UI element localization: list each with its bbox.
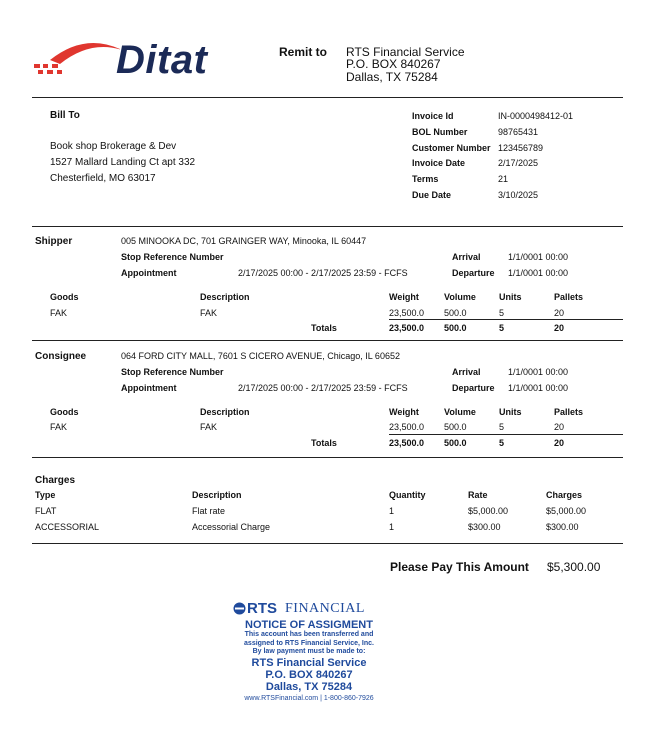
shipper-totals-volume: 500.0 xyxy=(444,323,467,333)
consignee-description-cell: FAK xyxy=(200,422,218,432)
shipper-totals-label: Totals xyxy=(311,323,337,333)
shipper-units-header: Units xyxy=(499,292,522,302)
charges-rate-header: Rate xyxy=(468,490,488,500)
remit-label: Remit to xyxy=(279,45,327,59)
shipper-description-header: Description xyxy=(200,292,250,302)
header-divider xyxy=(32,97,623,98)
shipper-arrival-label: Arrival xyxy=(452,252,481,262)
shipper-totals-pallets: 20 xyxy=(554,323,565,333)
consignee-volume-header: Volume xyxy=(444,407,476,417)
consignee-goods-header: Goods xyxy=(50,407,79,417)
shipper-volume-cell: 500.0 xyxy=(444,308,467,318)
remit-line-3: Dallas, TX 75284 xyxy=(346,70,438,84)
charge-row-1-rate: $5,000.00 xyxy=(468,506,509,516)
consignee-appointment-label: Appointment xyxy=(121,383,177,393)
rts-circle-icon xyxy=(233,602,246,615)
invoice-date-value: 2/17/2025 xyxy=(498,158,539,168)
consignee-pallets-cell: 20 xyxy=(554,422,565,432)
pay-amount-value: $5,300.00 xyxy=(547,560,601,574)
customer-number-label: Customer Number xyxy=(412,143,491,153)
shipper-description-cell: FAK xyxy=(200,308,218,318)
consignee-weight-cell: 23,500.0 xyxy=(389,422,425,432)
invoice-date-label: Invoice Date xyxy=(412,158,466,168)
shipper-address: 005 MINOOKA DC, 701 GRAINGER WAY, Minooka, IL 60447 xyxy=(121,236,367,246)
charge-row-2-description: Accessorial Charge xyxy=(192,522,271,532)
consignee-totals-pallets: 20 xyxy=(554,438,565,448)
consignee-totals-volume: 500.0 xyxy=(444,438,467,448)
charges-quantity-header: Quantity xyxy=(389,490,426,500)
bill-to-line-1: Book shop Brokerage & Dev xyxy=(50,141,177,152)
consignee-totals-units: 5 xyxy=(499,438,505,448)
notice-line-1: This account has been transferred and xyxy=(244,631,374,638)
terms-value: 21 xyxy=(498,174,509,184)
consignee-arrival-value: 1/1/0001 00:00 xyxy=(508,367,569,377)
bill-to-line-2: 1527 Mallard Landing Ct apt 332 xyxy=(50,157,196,168)
shipper-goods-header: Goods xyxy=(50,292,79,302)
consignee-appointment-value: 2/17/2025 00:00 - 2/17/2025 23:59 - FCFS xyxy=(238,383,408,393)
notice-line-3: By law payment must be made to: xyxy=(252,648,366,655)
shipper-stop-ref-label: Stop Reference Number xyxy=(121,252,224,262)
shipper-departure-label: Departure xyxy=(452,268,495,278)
charges-divider xyxy=(32,543,623,544)
bill-to-line-3: Chesterfield, MO 63017 xyxy=(50,173,156,184)
shipper-arrival-value: 1/1/0001 00:00 xyxy=(508,252,569,262)
consignee-address: 064 FORD CITY MALL, 7601 S CICERO AVENUE, Chicago, IL 60652 xyxy=(121,351,400,361)
shipper-weight-header: Weight xyxy=(389,292,419,302)
charge-row-1-type: FLAT xyxy=(35,506,57,516)
charge-row-1-quantity: 1 xyxy=(389,506,395,516)
shipper-units-cell: 5 xyxy=(499,308,505,318)
shipper-totals-rule xyxy=(389,319,623,320)
charge-row-2-type: ACCESSORIAL xyxy=(35,522,100,532)
due-date-label: Due Date xyxy=(412,190,452,200)
shipper-appointment-label: Appointment xyxy=(121,268,177,278)
consignee-totals-rule xyxy=(389,434,623,435)
consignee-description-header: Description xyxy=(200,407,250,417)
notice-block xyxy=(209,619,409,704)
shipper-totals-units: 5 xyxy=(499,323,505,333)
remit-line-2: P.O. BOX 840267 xyxy=(346,57,441,71)
charge-row-2-charges: $300.00 xyxy=(546,522,579,532)
charge-row-1-description: Flat rate xyxy=(192,506,226,516)
consignee-divider xyxy=(32,457,623,458)
shipper-departure-value: 1/1/0001 00:00 xyxy=(508,268,569,278)
shipper-pallets-cell: 20 xyxy=(554,308,565,318)
charges-type-header: Type xyxy=(35,490,56,500)
rts-financial-logo xyxy=(233,600,385,618)
consignee-units-header: Units xyxy=(499,407,522,417)
terms-label: Terms xyxy=(412,174,439,184)
customer-number-value: 123456789 xyxy=(498,143,544,153)
consignee-pallets-header: Pallets xyxy=(554,407,584,417)
logo-swoosh-icon xyxy=(30,34,120,84)
bol-number-value: 98765431 xyxy=(498,127,539,137)
consignee-label: Consignee xyxy=(35,351,87,362)
consignee-stop-ref-label: Stop Reference Number xyxy=(121,367,224,377)
shipper-appointment-value: 2/17/2025 00:00 - 2/17/2025 23:59 - FCFS xyxy=(238,268,408,278)
consignee-totals-weight: 23,500.0 xyxy=(389,438,425,448)
charge-row-1-charges: $5,000.00 xyxy=(546,506,587,516)
remit-line-1: RTS Financial Service xyxy=(346,45,465,59)
consignee-departure-label: Departure xyxy=(452,383,495,393)
charge-row-2-rate: $300.00 xyxy=(468,522,501,532)
notice-contact[interactable]: www.RTSFinancial.com | 1-800-860-7926 xyxy=(244,694,374,702)
shipper-weight-cell: 23,500.0 xyxy=(389,308,425,318)
consignee-departure-value: 1/1/0001 00:00 xyxy=(508,383,569,393)
consignee-volume-cell: 500.0 xyxy=(444,422,467,432)
consignee-units-cell: 5 xyxy=(499,422,505,432)
shipper-totals-weight: 23,500.0 xyxy=(389,323,425,333)
notice-title: NOTICE OF ASSIGMENT xyxy=(245,619,373,631)
consignee-totals-label: Totals xyxy=(311,438,337,448)
ditat-logo xyxy=(30,34,235,84)
notice-city: Dallas, TX 75284 xyxy=(265,680,353,693)
logo-text: Ditat xyxy=(116,38,208,82)
charges-charges-header: Charges xyxy=(546,490,583,500)
shipper-label: Shipper xyxy=(35,236,73,247)
rts-brand: RTS xyxy=(247,600,277,617)
charges-description-header: Description xyxy=(192,490,242,500)
consignee-goods-cell: FAK xyxy=(50,422,68,432)
shipper-volume-header: Volume xyxy=(444,292,476,302)
bol-number-label: BOL Number xyxy=(412,127,468,137)
shipper-divider xyxy=(32,340,623,341)
notice-line-2: assigned to RTS Financial Service, Inc. xyxy=(244,639,374,647)
billto-divider xyxy=(32,226,623,227)
shipper-goods-cell: FAK xyxy=(50,308,68,318)
invoice-id-label: Invoice Id xyxy=(412,111,454,121)
due-date-value: 3/10/2025 xyxy=(498,190,539,200)
financial-brand: FINANCIAL xyxy=(285,601,365,616)
pay-amount-label: Please Pay This Amount xyxy=(390,560,529,574)
notice-box: P.O. BOX 840267 xyxy=(265,668,353,681)
shipper-pallets-header: Pallets xyxy=(554,292,584,302)
charge-row-2-quantity: 1 xyxy=(389,522,395,532)
charges-title: Charges xyxy=(35,475,76,486)
notice-name: RTS Financial Service xyxy=(251,656,367,669)
bill-to-label: Bill To xyxy=(50,110,80,121)
consignee-arrival-label: Arrival xyxy=(452,367,481,377)
consignee-weight-header: Weight xyxy=(389,407,419,417)
invoice-id-value: IN-0000498412-01 xyxy=(498,111,574,121)
